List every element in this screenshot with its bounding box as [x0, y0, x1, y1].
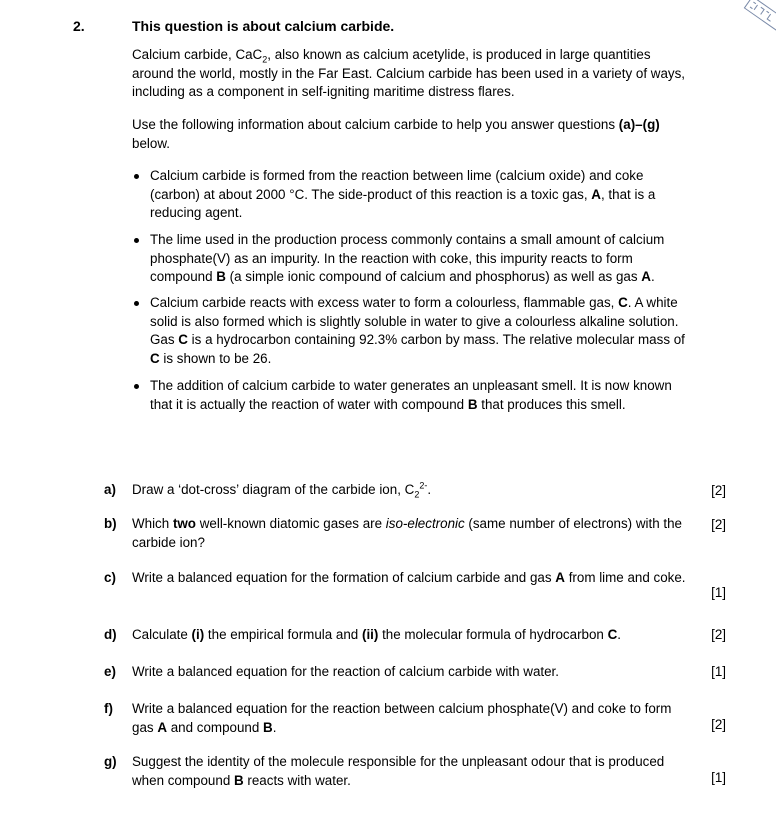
part-e-text: Write a balanced equation for the reaction of calcium carbide with water.	[132, 664, 559, 679]
part-c-mark: [1]	[711, 585, 726, 600]
bullet-marker	[134, 384, 139, 389]
corner-stamp	[734, 0, 776, 38]
part-a-mark: [2]	[711, 483, 726, 498]
question-number: 2.	[73, 18, 85, 34]
part-g-label: g)	[104, 754, 117, 769]
part-c-label: c)	[104, 570, 116, 585]
part-a-label: a)	[104, 482, 116, 497]
part-f-mark: [2]	[711, 717, 726, 732]
question-title: This question is about calcium carbide.	[132, 18, 395, 34]
part-d-mark: [2]	[711, 627, 726, 642]
part-g-mark: [1]	[711, 770, 726, 785]
part-e-mark: [1]	[711, 664, 726, 679]
bullet-marker	[134, 238, 139, 243]
part-e-label: e)	[104, 664, 116, 679]
part-g-text: Suggest the identity of the molecule responsible for the unpleasant odour that is produced when compound B reacts with water.	[132, 754, 665, 788]
intro-paragraph: Calcium carbide, CaC$_2$, also known as calcium acetylide, is produced in large quantities around the world, mostly in the Far East. Calcium carbide has been used in a variety of ways, including as a component in self-igniting maritime distress flares.	[132, 47, 686, 99]
bullet-phosphate-impurity: The lime used in the production process commonly contains a small amount of calcium phosphate(V) as an impurity. In the reaction with coke, this impurity reacts to form compound B (a simple ionic compound of calcium and phosphorus) as well as gas A.	[150, 232, 665, 284]
bullet-unpleasant-smell: The addition of calcium carbide to water generates an unpleasant smell. It is now known that it is actually the reaction of water with compound B that produces this smell.	[150, 378, 672, 412]
instructions-paragraph: Use the following information about calcium carbide to help you answer questions (a)–(g) below.	[132, 117, 660, 151]
bullet-water-reaction: Calcium carbide reacts with excess water to form a colourless, flammable gas, C. A white solid is also formed which is slightly soluble in water to give a colourless alkaline solution. Gas C is a hydrocarbon containing 92.3% carbon by mass. The relative molecular mass of C is shown to be 26.	[150, 295, 685, 366]
part-d-label: d)	[104, 627, 117, 642]
part-d-text: Calculate (i) the empirical formula and (ii) the molecular formula of hydrocarbon C.	[132, 627, 621, 642]
part-b-text: Which two well-known diatomic gases are iso-electronic (same number of electrons) with the carbide ion?	[132, 516, 683, 550]
part-b-label: b)	[104, 516, 117, 531]
bullet-marker	[134, 301, 139, 306]
part-f-label: f)	[104, 701, 113, 716]
part-c-text: Write a balanced equation for the formation of calcium carbide and gas A from lime and coke.	[132, 570, 686, 585]
part-a-text: Draw a ‘dot-cross’ diagram of the carbide ion, $C_2^{2-}$.	[132, 480, 432, 500]
part-b-mark: [2]	[711, 517, 726, 532]
bullet-marker	[134, 174, 139, 179]
bullet-lime-reaction: Calcium carbide is formed from the reaction between lime (calcium oxide) and coke (carbon) at about 2000 °C. The side-product of this reaction is a toxic gas, A, that is a reducing agent.	[150, 168, 656, 220]
part-f-text: Write a balanced equation for the reaction between calcium phosphate(V) and coke to form gas A and compound B.	[132, 701, 672, 735]
